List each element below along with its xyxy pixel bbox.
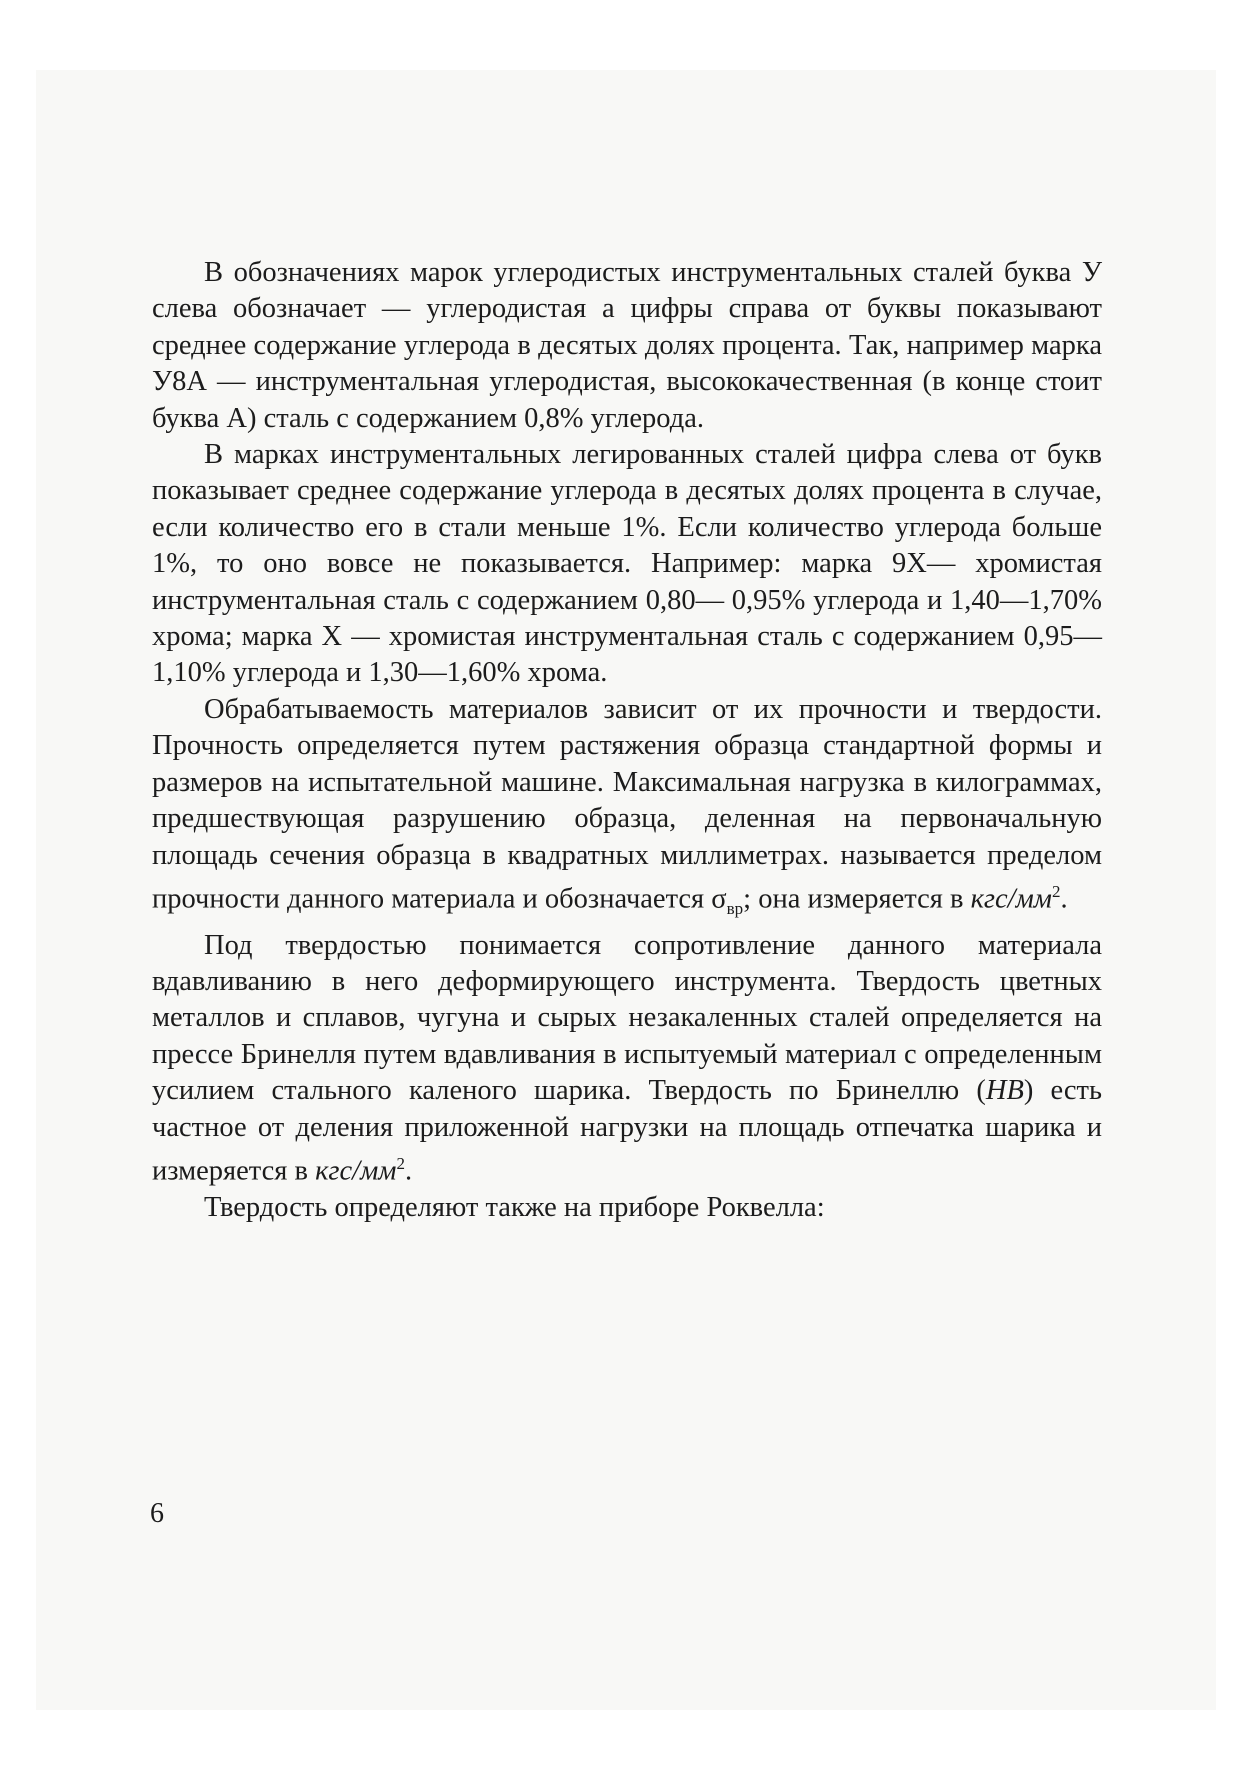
paragraph-text: В марках инструментальных легированных сталей цифра слева от букв показывает среднее содержание углерода в десятых долях процента в случае, если количество его в стали меньше 1%. Если количество углерода больше 1%, то оно вовсе не показывается. Например: марка 9Х— хромистая инструментальная сталь с содержанием 0,80— 0,95% углерода и 1,40—1,70% хрома; марка Х — хромистая инструментальная сталь с содержанием 0,95—1,10% углерода и 1,30—1,60% хрома.	[152, 439, 1102, 689]
paragraph-strength	[152, 692, 1102, 928]
paragraph-carbon-steel-marking	[152, 255, 1102, 437]
paragraph-text: Твердость определяют также на приборе Роквелла:	[204, 1191, 825, 1223]
page-number: 6	[150, 1498, 164, 1529]
unit-kgf-mm2: кгс/мм	[315, 1155, 397, 1187]
unit-kgf-mm2: кгс/мм	[970, 883, 1052, 915]
paragraph-text: ; она измеряется в	[743, 883, 971, 915]
paragraph-hardness	[152, 928, 1102, 1190]
paragraph-text: .	[404, 1155, 413, 1187]
brinell-symbol: НВ	[985, 1075, 1024, 1107]
sigma-subscript: вр	[726, 899, 744, 919]
paragraph-text: Обрабатываемость материалов зависит от их прочности и твердости. Прочность определяется путем растяжения образца стандартной формы и размеров на испытательной машине. Максимальная нагрузка в килограммах, предшествующая разрушению образца, деленная на первоначальную площадь сечения образца в квадратных миллиметрах. называется пределом прочности данного материала и обозначается σ	[152, 693, 1102, 915]
paragraph-text: .	[1060, 883, 1068, 915]
unit-superscript: 2	[1051, 881, 1061, 901]
paragraph-text: ) есть частное от деления приложенной нагрузки на площадь отпечатка шарика и измеряется в	[152, 1075, 1102, 1187]
paragraph-text: В обозначениях марок углеродистых инструментальных сталей буква У слева обозначает — углеродистая а цифры справа от буквы показывают среднее содержание углерода в десятых долях процента. Так, например марка У8А — инструментальная углеродистая, высококачественная (в конце стоит буква А) сталь с содержанием 0,8% углерода.	[152, 257, 1102, 434]
paragraph-text: Под твердостью понимается сопротивление данного материала вдавливанию в него деформирующего инструмента. Твердость цветных металлов и сплавов, чугуна и сырых незакаленных сталей определяется на прессе Бринелля путем вдавливания в испытуемый материал с определенным усилием стального каленого шарика. Твердость по Бринеллю (	[152, 929, 1102, 1107]
paragraph-rockwell	[152, 1190, 1102, 1226]
paragraph-alloy-steel-marking	[152, 437, 1102, 692]
unit-superscript: 2	[396, 1153, 405, 1173]
body-text	[152, 255, 1102, 1226]
